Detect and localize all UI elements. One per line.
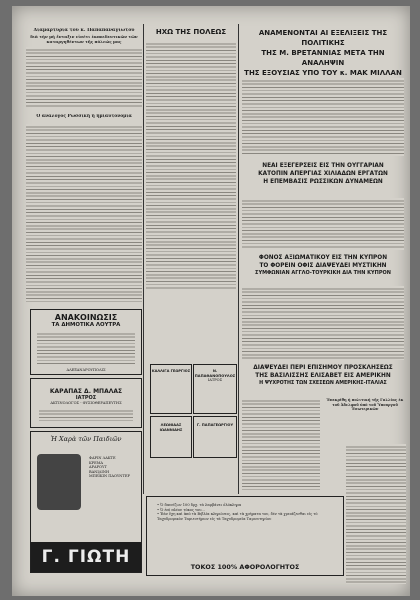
giotis-item: ΦΑΡΙΝ ΛΑΚΤΕ — [89, 456, 116, 460]
ek-ad — [193, 416, 237, 458]
mid-body — [146, 41, 236, 291]
hungary-body — [242, 198, 404, 250]
ek-title: Γ. ΠΑΠΑΓΕΩΡΓΙΟΥ — [196, 423, 234, 427]
giotis-item: ΚΡΕΜΑ — [89, 460, 104, 465]
giotis-product-list — [89, 456, 137, 479]
giotis-slogan: Ἡ Χαρὰ τῶν Παιδιῶν — [50, 435, 122, 443]
right-headline-2: ΤΗΣ Μ. ΒΡΕΤΑΝΝΙΑΣ ΜΕΤΑ ΤΗΝ ΑΝΑΛΗΨΙΝ — [261, 49, 385, 67]
mid-headline: ΗΧΩ ΤΗΣ ΠΟΛΕΩΣ — [155, 28, 227, 36]
hungary-headline-2: ΚΑΤΟΠΙΝ ΑΠΕΡΓΙΑΣ ΧΙΛΙΑΔΩΝ ΕΡΓΑΤΩΝ — [258, 171, 388, 177]
queen-headline-1: ΔΙΑΨΕΥΔΕΙ ΠΕΡΙ ΕΠΙΣΗΜΟΥ ΠΡΟΣΚΛΗΣΕΩΣ — [253, 365, 393, 371]
doctor-specialty: ΑΚΤΙΝΟΛΟΓΟΣ - ΦΥΣΙΟΘΕΡΑΠΕΥΤΗΣ — [50, 401, 122, 405]
hungary-headline-1: ΝΕΑΙ ΕΞΕΓΕΡΣΕΙΣ ΕΙΣ ΤΗΝ ΟΥΓΓΑΡΙΑΝ — [262, 163, 384, 169]
masthead — [12, 6, 410, 22]
anakoinosis-body — [37, 331, 135, 365]
cyprus-headline-1: ΦΟΝΟΣ ΑΞΙΩΜΑΤΙΚΟΥ ΕΙΣ ΤΗΝ ΚΥΠΡΟΝ — [258, 255, 388, 261]
bank-bottom-line: ΤΟΚΟΣ 100% ΑΦΟΡΟΛΟΓΗΤΟΣ — [190, 563, 300, 571]
giotis-item: ΜΠΕΪΚΙΝ ΠΑΟΥΝΤΕΡ — [89, 474, 130, 479]
left-story-2 — [26, 114, 142, 304]
giotis-ad — [30, 431, 142, 573]
cyprus-headline-2: ΤΟ ΦΟΡΕΙΝ ΟΦΙΣ ΔΙΑΨΕΥΔΕΙ ΜΥΣΤΙΚΗΝ — [259, 263, 387, 269]
right-story-1-body — [242, 78, 404, 156]
cyprus-block — [240, 254, 406, 282]
doctor-name: ΚΑΡΑΠΑΣ Δ. ΜΠΑΛΑΣ — [49, 388, 123, 395]
anakoinosis-box — [30, 309, 142, 375]
right-bottom-body — [346, 444, 406, 584]
left-headline-1: Διαμαρτυρία τοῦ κ. Παπαπαναγιώτου — [33, 28, 135, 33]
cyprus-headline-3: ΣΥΜΦΩΝΙΑΝ ΑΓΓΛΟ-ΤΟΥΡΚΙΚΗ ΔΙΑ ΤΗΝ ΚΥΠΡΟΝ — [255, 270, 391, 276]
column-rule — [238, 24, 239, 494]
kalliga-ad — [150, 364, 192, 414]
right-headline-1: ΑΝΑΜΕΝΟΝΤΑΙ ΑΙ ΕΞΕΛΙΞΕΙΣ ΤΗΣ ΠΟΛΙΤΙΚΗΣ — [258, 29, 388, 47]
bank-line: • Ἐὰν ἔχη καὶ ἀπὸ τὰ Βιβλία κληρώσεις, καὶ τὰ χρήματα του, δέν τὰ χρειάζεσθαι εἰς τὸ Ταχυδρομικὸν Ταμιευτήριον εἰς τὰ Ταχυδρομεῖα Ταμιευτηρίου — [157, 512, 318, 521]
queen-headline-2: ΤΗΣ ΒΑΣΙΛΙΣΣΗΣ ΕΛΙΣΑΒΕΤ ΕΙΣ ΑΜΕΡΙΚΗΝ — [255, 373, 391, 379]
queen-block — [240, 364, 406, 394]
episkepsis-block — [324, 398, 406, 440]
left-top-story — [26, 28, 142, 108]
left-story2-headline: Ὁ ἀνάλογος Ρωσσικὴ ἡ ἡμιαυτονομία — [36, 114, 132, 119]
left-story-body — [26, 47, 142, 107]
giotis-item: ΒΑΝΙΛΙΝΗ — [89, 469, 110, 474]
queen-body-left — [242, 398, 320, 490]
metaf-ad — [150, 416, 192, 458]
newspaper-page — [12, 6, 410, 596]
hungary-block — [240, 162, 406, 194]
episkepsis-headline: Ἐπεκρίθη ἡ πολιτική τῆς Γαλλίας ἐκ τοῦ Ἀδελφοῦ ὑπὸ τοῦ Ὑπουργοῦ Ἐσωτερικῶν — [326, 398, 404, 412]
right-headline-block — [240, 28, 406, 76]
anakoinosis-subtitle: ΤΑ ΔΗΜΟΤΙΚΑ ΛΟΥΤΡΑ — [51, 322, 121, 328]
product-illustration — [37, 454, 81, 510]
anakoinosis-title: ΑΝΑΚΟΙΝΩΣΙΣ — [54, 313, 118, 322]
bank-line: • Ὁ ἐπὶ πλέον τόκος του... — [157, 507, 205, 512]
giotis-brand: Γ. ΓΙΩΤΗ — [31, 542, 141, 572]
left-story2-body — [26, 124, 142, 302]
iatros-subtitle: ΙΑΤΡΟΣ — [207, 378, 223, 383]
metaf-title: ΛΕΩΝΙΔΑΣ ΙΩΑΝΝΙΔΗΣ — [159, 423, 183, 432]
right-headline-3: ΤΗΣ ΕΞΟΥΣΙΑΣ ΥΠΟ ΤΟΥ κ. ΜΑΚ ΜΙΛΛΑΝ — [244, 69, 402, 76]
column-rule — [143, 24, 144, 494]
anakoinosis-sign: ΑΛΕΞΑΝΔΡΟΥΠΟΛΙΣ — [66, 368, 106, 372]
iatros-ad — [193, 364, 237, 414]
bank-ad — [146, 496, 344, 576]
hungary-headline-3: Η ΕΠΕΜΒΑΣΙΣ ΡΩΣΣΙΚΩΝ ΔΥΝΑΜΕΩΝ — [263, 179, 383, 185]
cyprus-body — [242, 286, 404, 360]
doctor-details — [39, 408, 133, 422]
doctor-ad — [30, 378, 142, 428]
bank-line: • Ὁ δανείζων 100 δρχ. τὰ λαμβάνει ὁλόκληρα — [157, 503, 242, 507]
iatros-title: Ν. ΠΑΠΑΘΑΝΟΠΟΥΛΟΣ — [194, 369, 236, 378]
left-headline-2: διὰ τὴν μὴ ἔνταξιν εἰσέτι ἐκπαιδευτικῶν τῶν καταργηθέντων τῆς πόλεώς μας — [30, 33, 138, 44]
doctor-title: ΙΑΤΡΟΣ — [75, 395, 97, 401]
kalliga-title: ΚΑΛΛΙΓΑ ΓΕΩΡΓΙΟΣ — [151, 369, 191, 373]
giotis-item: ΑΡΑΡΟΥΤ — [89, 465, 107, 470]
queen-headline-3: Η ΨΥΧΡΟΤΗΣ ΤΩΝ ΣΧΕΣΕΩΝ ΑΜΕΡΙΚΗΣ-ΙΤΑΛΙΑΣ — [259, 381, 387, 386]
